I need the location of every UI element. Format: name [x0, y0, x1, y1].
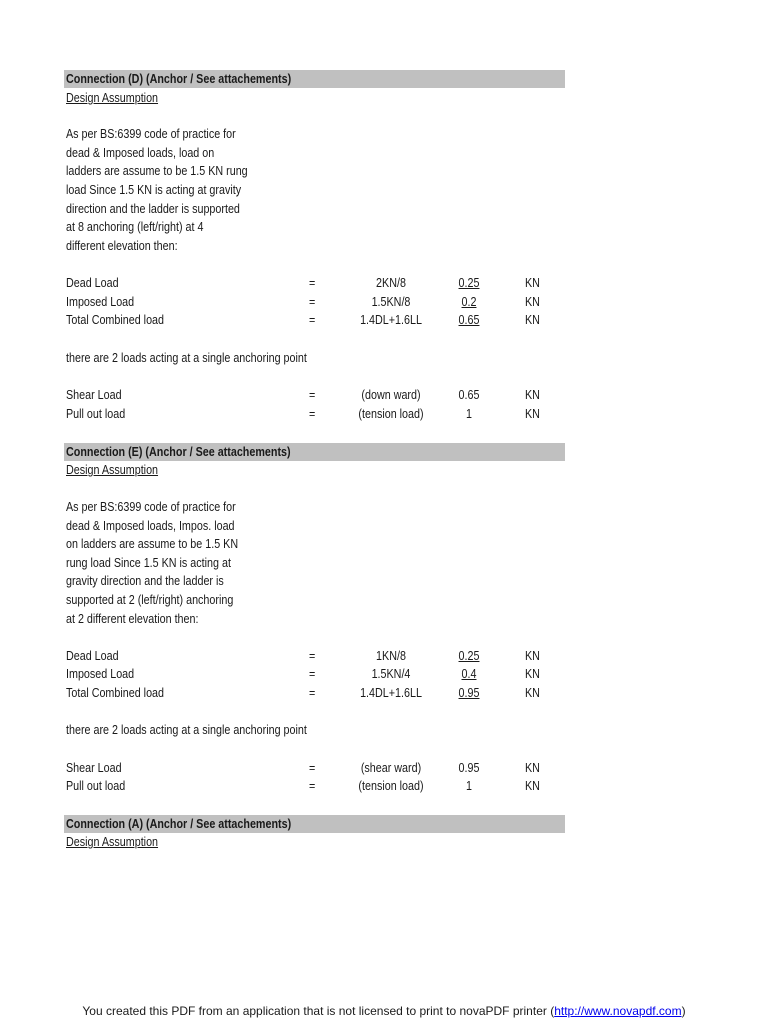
- load-expression: 1KN/8: [376, 649, 406, 663]
- footer-text: You created this PDF from an application that is not licensed to print to novaPDF printer (: [82, 1004, 555, 1018]
- load-value: 0.65: [458, 313, 480, 327]
- footer-link[interactable]: http://www.novapdf.com: [554, 1004, 682, 1018]
- load-label: Total Combined load: [66, 686, 165, 700]
- paragraph-line: As per BS:6399 code of practice for: [66, 500, 236, 514]
- paragraph-line: As per BS:6399 code of practice for: [66, 127, 236, 141]
- paragraph-line: at 8 anchoring (left/right) at 4: [66, 220, 204, 234]
- section-header-band: [64, 815, 565, 833]
- paragraph-line: at 2 different elevation then:: [66, 612, 199, 626]
- result-label: Shear Load: [66, 761, 122, 775]
- section-header: Connection (E) (Anchor / See attachements): [66, 445, 291, 459]
- paragraph-line: supported at 2 (left/right) anchoring: [66, 593, 234, 607]
- paragraph-line: gravity direction and the ladder is: [66, 574, 224, 588]
- section-header-band: [64, 443, 565, 461]
- result-expression: (shear ward): [360, 761, 422, 775]
- result-value: 1: [466, 779, 472, 793]
- load-label: Dead Load: [66, 649, 119, 663]
- section-subheading: Design Assumption: [66, 91, 159, 105]
- load-equals: =: [309, 649, 316, 663]
- load-value: 0.2: [461, 295, 477, 309]
- result-value: 1: [466, 407, 472, 421]
- result-value: 0.65: [458, 388, 480, 402]
- load-unit: KN: [525, 313, 540, 327]
- load-value: 0.95: [458, 686, 480, 700]
- load-unit: KN: [525, 649, 540, 663]
- note-text: there are 2 loads acting at a single anchoring point: [66, 723, 307, 737]
- paragraph-line: dead & Imposed loads, load on: [66, 146, 215, 160]
- paragraph-line: load Since 1.5 KN is acting at gravity: [66, 183, 242, 197]
- result-unit: KN: [525, 761, 540, 775]
- footer-notice: [0, 1003, 768, 1019]
- result-label: Pull out load: [66, 407, 126, 421]
- result-unit: KN: [525, 779, 540, 793]
- paragraph-line: dead & Imposed loads, Impos. load: [66, 519, 235, 533]
- load-unit: KN: [525, 667, 540, 681]
- section-header: Connection (A) (Anchor / See attachements): [66, 817, 292, 831]
- load-equals: =: [309, 313, 316, 327]
- load-equals: =: [309, 295, 316, 309]
- footer-text-end: ): [681, 1004, 686, 1018]
- paragraph-line: different elevation then:: [66, 239, 178, 253]
- section-header: Connection (D) (Anchor / See attachements): [66, 72, 292, 86]
- paragraph-line: on ladders are assume to be 1.5 KN: [66, 537, 239, 551]
- section-subheading: Design Assumption: [66, 463, 159, 477]
- result-label: Pull out load: [66, 779, 126, 793]
- load-value: 0.4: [461, 667, 477, 681]
- load-equals: =: [309, 686, 316, 700]
- result-expression: (tension load): [358, 407, 424, 421]
- load-expression: 1.4DL+1.6LL: [360, 686, 422, 700]
- paragraph-line: ladders are assume to be 1.5 KN rung: [66, 164, 248, 178]
- result-equals: =: [309, 407, 316, 421]
- result-value: 0.95: [458, 761, 480, 775]
- load-label: Imposed Load: [66, 295, 135, 309]
- load-expression: 1.5KN/8: [371, 295, 411, 309]
- section-subheading: Design Assumption: [66, 835, 159, 849]
- load-equals: =: [309, 276, 316, 290]
- load-label: Imposed Load: [66, 667, 135, 681]
- result-equals: =: [309, 388, 316, 402]
- load-label: Dead Load: [66, 276, 119, 290]
- load-unit: KN: [525, 295, 540, 309]
- result-label: Shear Load: [66, 388, 122, 402]
- load-expression: 2KN/8: [376, 276, 406, 290]
- load-expression: 1.5KN/4: [371, 667, 411, 681]
- result-expression: (down ward): [361, 388, 421, 402]
- section-header-band: [64, 70, 565, 88]
- paragraph-line: rung load Since 1.5 KN is acting at: [66, 556, 231, 570]
- load-unit: KN: [525, 276, 540, 290]
- paragraph-line: direction and the ladder is supported: [66, 202, 240, 216]
- result-expression: (tension load): [358, 779, 424, 793]
- result-unit: KN: [525, 388, 540, 402]
- result-equals: =: [309, 761, 316, 775]
- load-equals: =: [309, 667, 316, 681]
- load-value: 0.25: [458, 649, 480, 663]
- result-equals: =: [309, 779, 316, 793]
- note-text: there are 2 loads acting at a single anchoring point: [66, 351, 307, 365]
- load-unit: KN: [525, 686, 540, 700]
- load-expression: 1.4DL+1.6LL: [360, 313, 422, 327]
- result-unit: KN: [525, 407, 540, 421]
- load-label: Total Combined load: [66, 313, 165, 327]
- load-value: 0.25: [458, 276, 480, 290]
